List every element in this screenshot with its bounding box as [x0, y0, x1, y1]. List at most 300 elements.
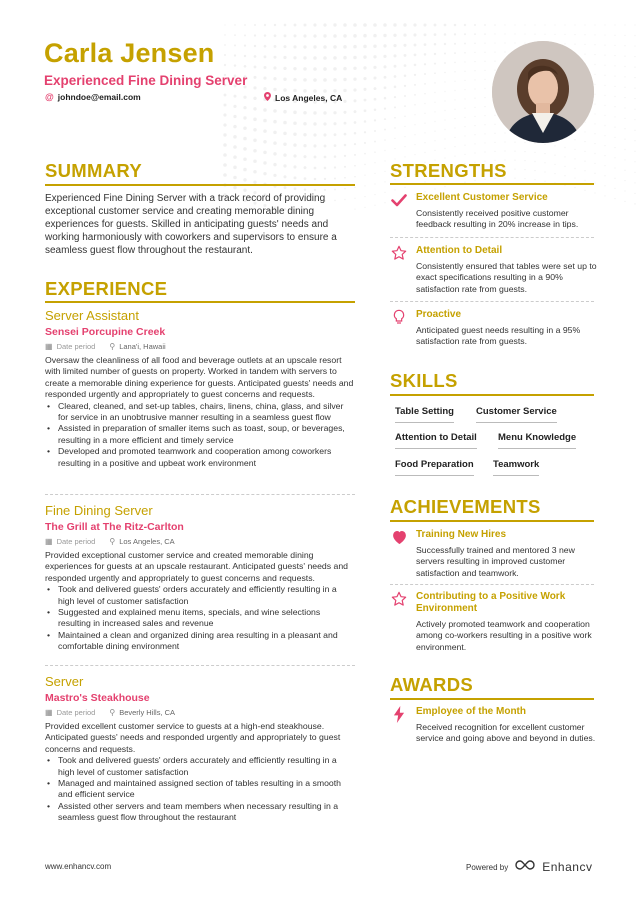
decorative-dot [554, 145, 555, 146]
decorative-dot [634, 119, 635, 120]
decorative-dot [384, 129, 386, 131]
decorative-dot [394, 138, 395, 139]
decorative-dot [484, 52, 485, 53]
footer-branding[interactable] [466, 858, 592, 876]
decorative-dot [253, 97, 256, 100]
decorative-dot [544, 34, 545, 35]
decorative-dot [373, 34, 377, 38]
decorative-dot [464, 43, 466, 45]
decorative-dot [254, 34, 256, 36]
decorative-dot [464, 145, 465, 146]
decorative-dot [474, 125, 475, 126]
skills-rule [390, 394, 594, 396]
decorative-dot [224, 94, 227, 97]
decorative-dot [574, 139, 575, 140]
decorative-dot [394, 127, 396, 129]
decorative-dot [364, 109, 367, 112]
decorative-dot [283, 110, 287, 114]
decorative-dot [614, 45, 615, 46]
achievements-heading: ACHIEVEMENTS [390, 496, 541, 517]
decorative-dot [393, 34, 396, 37]
decorative-dot [634, 161, 635, 162]
job-company: Mastro's Steakhouse [45, 692, 150, 704]
decorative-dot [484, 142, 485, 143]
decorative-dot [384, 160, 385, 161]
decorative-dot [334, 155, 337, 158]
decorative-dot [323, 133, 326, 136]
decorative-dot [223, 103, 226, 106]
decorative-dot [524, 160, 525, 161]
awards-heading: AWARDS [390, 674, 473, 695]
decorative-dot [404, 74, 407, 77]
decorative-dot [403, 23, 406, 26]
decorative-dot [354, 176, 356, 178]
decorative-dot [494, 24, 496, 26]
decorative-dot [504, 42, 505, 43]
decorative-dot [364, 185, 365, 186]
decorative-dot [364, 164, 366, 166]
decorative-dot [264, 55, 267, 58]
decorative-dot [303, 155, 306, 158]
decorative-dot [384, 202, 385, 203]
decorative-dot [343, 111, 346, 114]
decorative-dot [313, 78, 317, 82]
decorative-dot [594, 54, 595, 55]
decorative-dot [574, 24, 575, 25]
skill-tag: Attention to Detail [395, 432, 477, 449]
decorative-dot [604, 45, 605, 46]
decorative-dot [424, 83, 426, 85]
decorative-dot [333, 23, 336, 26]
decorative-dot [364, 142, 366, 144]
decorative-dot [293, 45, 296, 48]
decorative-dot [434, 82, 436, 84]
decorative-dot [233, 105, 236, 108]
decorative-dot [263, 129, 267, 133]
decorative-dot [364, 120, 367, 123]
decorative-dot [303, 133, 306, 136]
decorative-dot [454, 118, 455, 119]
decorative-dot [333, 78, 337, 82]
decorative-dot [484, 79, 485, 80]
decorative-dot [343, 34, 347, 38]
decorative-dot [434, 33, 437, 36]
decorative-dot [534, 170, 535, 171]
decorative-dot [434, 131, 435, 132]
decorative-dot [374, 183, 375, 184]
decorative-dot [634, 35, 635, 36]
decorative-dot [634, 193, 635, 194]
decorative-dot [273, 77, 276, 80]
decorative-dot [363, 55, 366, 58]
decorative-dot [333, 111, 336, 114]
decorative-dot [474, 134, 475, 135]
decorative-dot [323, 67, 327, 71]
decorative-dot [394, 148, 395, 149]
decorative-dot [324, 167, 327, 170]
decorative-dot [594, 84, 595, 85]
decorative-dot [474, 52, 475, 53]
decorative-dot [374, 205, 375, 206]
decorative-dot [394, 189, 395, 190]
decorative-dot [554, 34, 555, 35]
decorative-dot [283, 56, 286, 59]
decorative-dot [524, 24, 525, 25]
decorative-dot [353, 67, 356, 70]
decorative-dot [444, 24, 447, 27]
skill-tag: Table Setting [395, 406, 454, 423]
decorative-dot [634, 203, 636, 205]
decorative-dot [574, 187, 575, 188]
decorative-dot [594, 163, 595, 164]
decorative-dot [384, 139, 386, 141]
decorative-dot [283, 45, 286, 48]
decorative-dot [403, 34, 406, 37]
enhancv-logo-icon [514, 858, 536, 876]
decorative-dot [263, 108, 267, 112]
decorative-dot [374, 141, 376, 143]
job-title: Server [45, 674, 84, 689]
decorative-dot [574, 158, 575, 159]
decorative-dot [344, 177, 346, 179]
decorative-dot [484, 106, 485, 107]
decorative-dot [323, 122, 326, 125]
decorative-dot [614, 167, 615, 168]
decorative-dot [434, 63, 436, 65]
decorative-dot [424, 43, 427, 46]
decorative-dot [373, 66, 376, 69]
decorative-dot [484, 33, 486, 35]
calendar-icon: ▦ [45, 342, 53, 351]
candidate-headline: Experienced Fine Dining Server [44, 73, 248, 88]
decorative-dot [254, 45, 256, 47]
decorative-dot [434, 121, 435, 122]
decorative-dot [594, 94, 595, 95]
job-bullets [45, 755, 355, 823]
decorative-dot [544, 181, 545, 182]
decorative-dot [544, 171, 545, 172]
decorative-dot [464, 98, 465, 99]
decorative-dot [514, 141, 515, 142]
decorative-dot [303, 45, 306, 48]
decorative-dot [434, 43, 437, 46]
decorative-dot [373, 23, 377, 27]
decorative-dot [474, 88, 475, 89]
decorative-dot [404, 126, 405, 127]
decorative-dot [313, 67, 317, 71]
decorative-dot [604, 155, 605, 156]
decorative-dot [284, 34, 287, 37]
decorative-dot [564, 175, 565, 176]
decorative-dot [474, 24, 476, 26]
decorative-dot [414, 74, 416, 76]
decorative-dot [554, 164, 555, 165]
decorative-dot [344, 122, 347, 125]
decorative-dot [344, 155, 346, 157]
decorative-dot [414, 134, 415, 135]
job-meta [45, 537, 355, 546]
decorative-dot [634, 56, 635, 57]
skills-heading: SKILLS [390, 370, 458, 391]
decorative-dot [354, 165, 356, 167]
decorative-dot [584, 122, 585, 123]
decorative-dot [614, 116, 615, 117]
decorative-dot [403, 44, 406, 47]
decorative-dot [333, 67, 337, 71]
decorative-dot [614, 178, 615, 179]
decorative-dot [584, 151, 585, 152]
decorative-dot [504, 24, 505, 25]
decorative-dot [474, 79, 475, 80]
decorative-dot [434, 24, 437, 27]
decorative-dot [534, 143, 535, 144]
decorative-dot [354, 187, 355, 188]
decorative-dot [474, 61, 475, 62]
decorative-dot [234, 44, 236, 46]
decorative-dot [393, 54, 396, 57]
decorative-dot [604, 195, 605, 196]
decorative-dot [373, 55, 376, 58]
decorative-dot [634, 172, 635, 173]
at-icon: @ [45, 92, 54, 102]
decorative-dot [634, 182, 635, 183]
contact-email[interactable] [45, 92, 141, 102]
decorative-dot [293, 143, 296, 146]
skill-tag: Teamwork [493, 459, 539, 476]
job-bullet: • Assisted other servers and team members when necessary resulting in a seamless guest flow throughout the restaurant [45, 801, 355, 824]
decorative-dot [624, 118, 625, 119]
decorative-dot [464, 135, 465, 136]
decorative-dot [324, 144, 327, 147]
decorative-dot [594, 44, 595, 45]
decorative-dot [223, 153, 227, 157]
decorative-dot [353, 99, 356, 102]
decorative-dot [253, 76, 256, 79]
decorative-dot [304, 166, 307, 169]
decorative-dot [333, 45, 337, 49]
decorative-dot [263, 172, 266, 175]
decorative-dot [244, 24, 246, 26]
strengths-rule [390, 183, 594, 185]
decorative-dot [283, 67, 286, 70]
decorative-dot [303, 23, 306, 26]
decorative-dot [224, 64, 226, 66]
summary-rule [45, 184, 355, 186]
decorative-dot [434, 92, 435, 93]
decorative-dot [564, 24, 565, 25]
decorative-dot [323, 45, 327, 49]
job-location: ⚲ Lana'i, Hawaii [109, 342, 166, 351]
decorative-dot [464, 52, 466, 54]
decorative-dot [434, 188, 435, 189]
decorative-dot [584, 34, 585, 35]
decorative-dot [574, 177, 575, 178]
job-bullet: • Took and delivered guests' orders accurately and efficiently resulting in a high level of customer satisfaction [45, 584, 355, 607]
decorative-dot [484, 88, 485, 89]
decorative-dot [604, 24, 605, 25]
decorative-dot [424, 33, 427, 36]
decorative-dot [354, 132, 357, 135]
decorative-dot [293, 67, 296, 70]
decorative-dot [634, 66, 635, 67]
decorative-dot [363, 77, 366, 80]
decorative-dot [624, 190, 625, 191]
location-pin-icon: ⚲ [109, 342, 116, 351]
decorative-dot [333, 122, 336, 125]
decorative-dot [464, 126, 465, 127]
decorative-dot [614, 198, 615, 199]
decorative-dot [304, 177, 307, 180]
decorative-dot [514, 160, 515, 161]
decorative-dot [273, 88, 276, 91]
decorative-dot [413, 23, 416, 26]
decorative-dot [263, 161, 266, 164]
decorative-dot [444, 138, 445, 139]
decorative-dot [504, 33, 505, 34]
decorative-dot [514, 24, 515, 25]
decorative-dot [293, 122, 297, 126]
decorative-dot [594, 133, 595, 134]
decorative-dot [574, 44, 575, 45]
job-description: Oversaw the cleanliness of all food and beverage outlets at an upscale resort with limited number of guests on property. Worked in tandem with servers to create a memorable dining experience for guests. Anticipated guests' needs and responded urgently and appropriately to guest concerns and requests. [45, 355, 354, 400]
decorative-dot [624, 24, 625, 25]
decorative-dot [444, 72, 446, 74]
decorative-dot [283, 77, 286, 80]
decorative-dot [494, 60, 495, 61]
check-icon [390, 192, 408, 210]
decorative-dot [494, 133, 495, 134]
decorative-dot [383, 44, 386, 47]
decorative-dot [614, 137, 615, 138]
decorative-dot [424, 122, 425, 123]
decorative-dot [343, 23, 347, 27]
strengths-heading: STRENGTHS [390, 160, 507, 181]
decorative-dot [293, 78, 297, 82]
decorative-dot [624, 97, 625, 98]
decorative-dot [353, 77, 356, 80]
decorative-dot [624, 149, 625, 150]
decorative-dot [373, 76, 376, 79]
decorative-dot [604, 115, 605, 116]
decorative-dot [294, 176, 297, 179]
decorative-dot [464, 117, 465, 118]
decorative-dot [354, 143, 356, 145]
decorative-dot [414, 64, 417, 67]
decorative-dot [243, 106, 246, 109]
divider [390, 584, 594, 585]
job-bullet: • Cleared, cleaned, and set-up tables, chairs, linens, china, glass, and silver for service in an unobtrusive manner resulting in a seamless guest flow [45, 401, 355, 424]
decorative-dot [223, 123, 226, 126]
decorative-dot [434, 102, 435, 103]
footer-website-link[interactable]: www.enhancv.com [45, 862, 112, 871]
decorative-dot [303, 144, 306, 147]
decorative-dot [283, 164, 286, 167]
decorative-dot [614, 24, 615, 25]
strength-title: Proactive [416, 309, 462, 320]
decorative-dot [363, 23, 367, 27]
decorative-dot [614, 55, 615, 56]
decorative-dot [534, 34, 535, 35]
decorative-dot [374, 194, 375, 195]
job-bullet: • Assisted in preparation of smaller items such as toast, soup, or beverages, resulting in a more efficient and timely service [45, 423, 355, 446]
decorative-dot [354, 154, 356, 156]
decorative-dot [584, 160, 585, 161]
achievements-rule [390, 520, 594, 522]
decorative-dot [404, 64, 407, 67]
decorative-dot [334, 177, 336, 179]
decorative-dot [624, 76, 625, 77]
decorative-dot [423, 23, 426, 26]
decorative-dot [323, 56, 327, 60]
decorative-dot [273, 66, 276, 69]
decorative-dot [334, 144, 337, 147]
decorative-dot [384, 86, 387, 89]
decorative-dot [444, 81, 445, 82]
decorative-dot [263, 87, 266, 90]
decorative-dot [604, 95, 605, 96]
contact-location [264, 92, 342, 103]
decorative-dot [264, 24, 266, 26]
decorative-dot [474, 143, 475, 144]
achievement-title: Contributing to a Positive Work Environment [416, 591, 566, 614]
decorative-dot [454, 43, 456, 45]
decorative-dot [594, 24, 595, 25]
decorative-dot [243, 178, 246, 181]
decorative-dot [474, 152, 475, 153]
decorative-dot [584, 170, 585, 171]
strength-description: Consistently ensured that tables were set up to exact specifications resulting in a 90% satisfaction rate from guests. [416, 261, 597, 294]
decorative-dot [524, 178, 525, 179]
decorative-dot [303, 111, 307, 115]
decorative-dot [243, 127, 247, 131]
decorative-dot [383, 23, 387, 27]
job-title: Fine Dining Server [45, 503, 153, 518]
decorative-dot [494, 124, 495, 125]
decorative-dot [444, 119, 445, 120]
decorative-dot [224, 34, 225, 35]
decorative-dot [504, 141, 505, 142]
lightbulb-icon [390, 309, 408, 327]
achievement-item [390, 591, 600, 653]
decorative-dot [343, 67, 347, 71]
decorative-dot [624, 87, 625, 88]
decorative-dot [434, 150, 435, 151]
decorative-dot [374, 98, 377, 101]
decorative-dot [283, 121, 287, 125]
decorative-dot [233, 176, 237, 180]
decorative-dot [384, 118, 386, 120]
decorative-dot [634, 98, 635, 99]
decorative-dot [384, 76, 387, 79]
decorative-dot [554, 24, 555, 25]
decorative-dot [254, 24, 256, 26]
decorative-dot [384, 171, 385, 172]
decorative-dot [454, 24, 457, 27]
decorative-dot [233, 145, 237, 149]
decorative-dot [264, 45, 267, 48]
decorative-dot [313, 34, 316, 37]
decorative-dot [424, 142, 425, 143]
experience-entry [45, 308, 355, 469]
decorative-dot [444, 52, 446, 54]
decorative-dot [294, 187, 297, 190]
job-meta [45, 342, 355, 351]
decorative-dot [303, 67, 307, 71]
decorative-dot [374, 162, 375, 163]
decorative-dot [343, 89, 346, 92]
decorative-dot [414, 114, 415, 115]
strength-title: Attention to Detail [416, 245, 503, 256]
